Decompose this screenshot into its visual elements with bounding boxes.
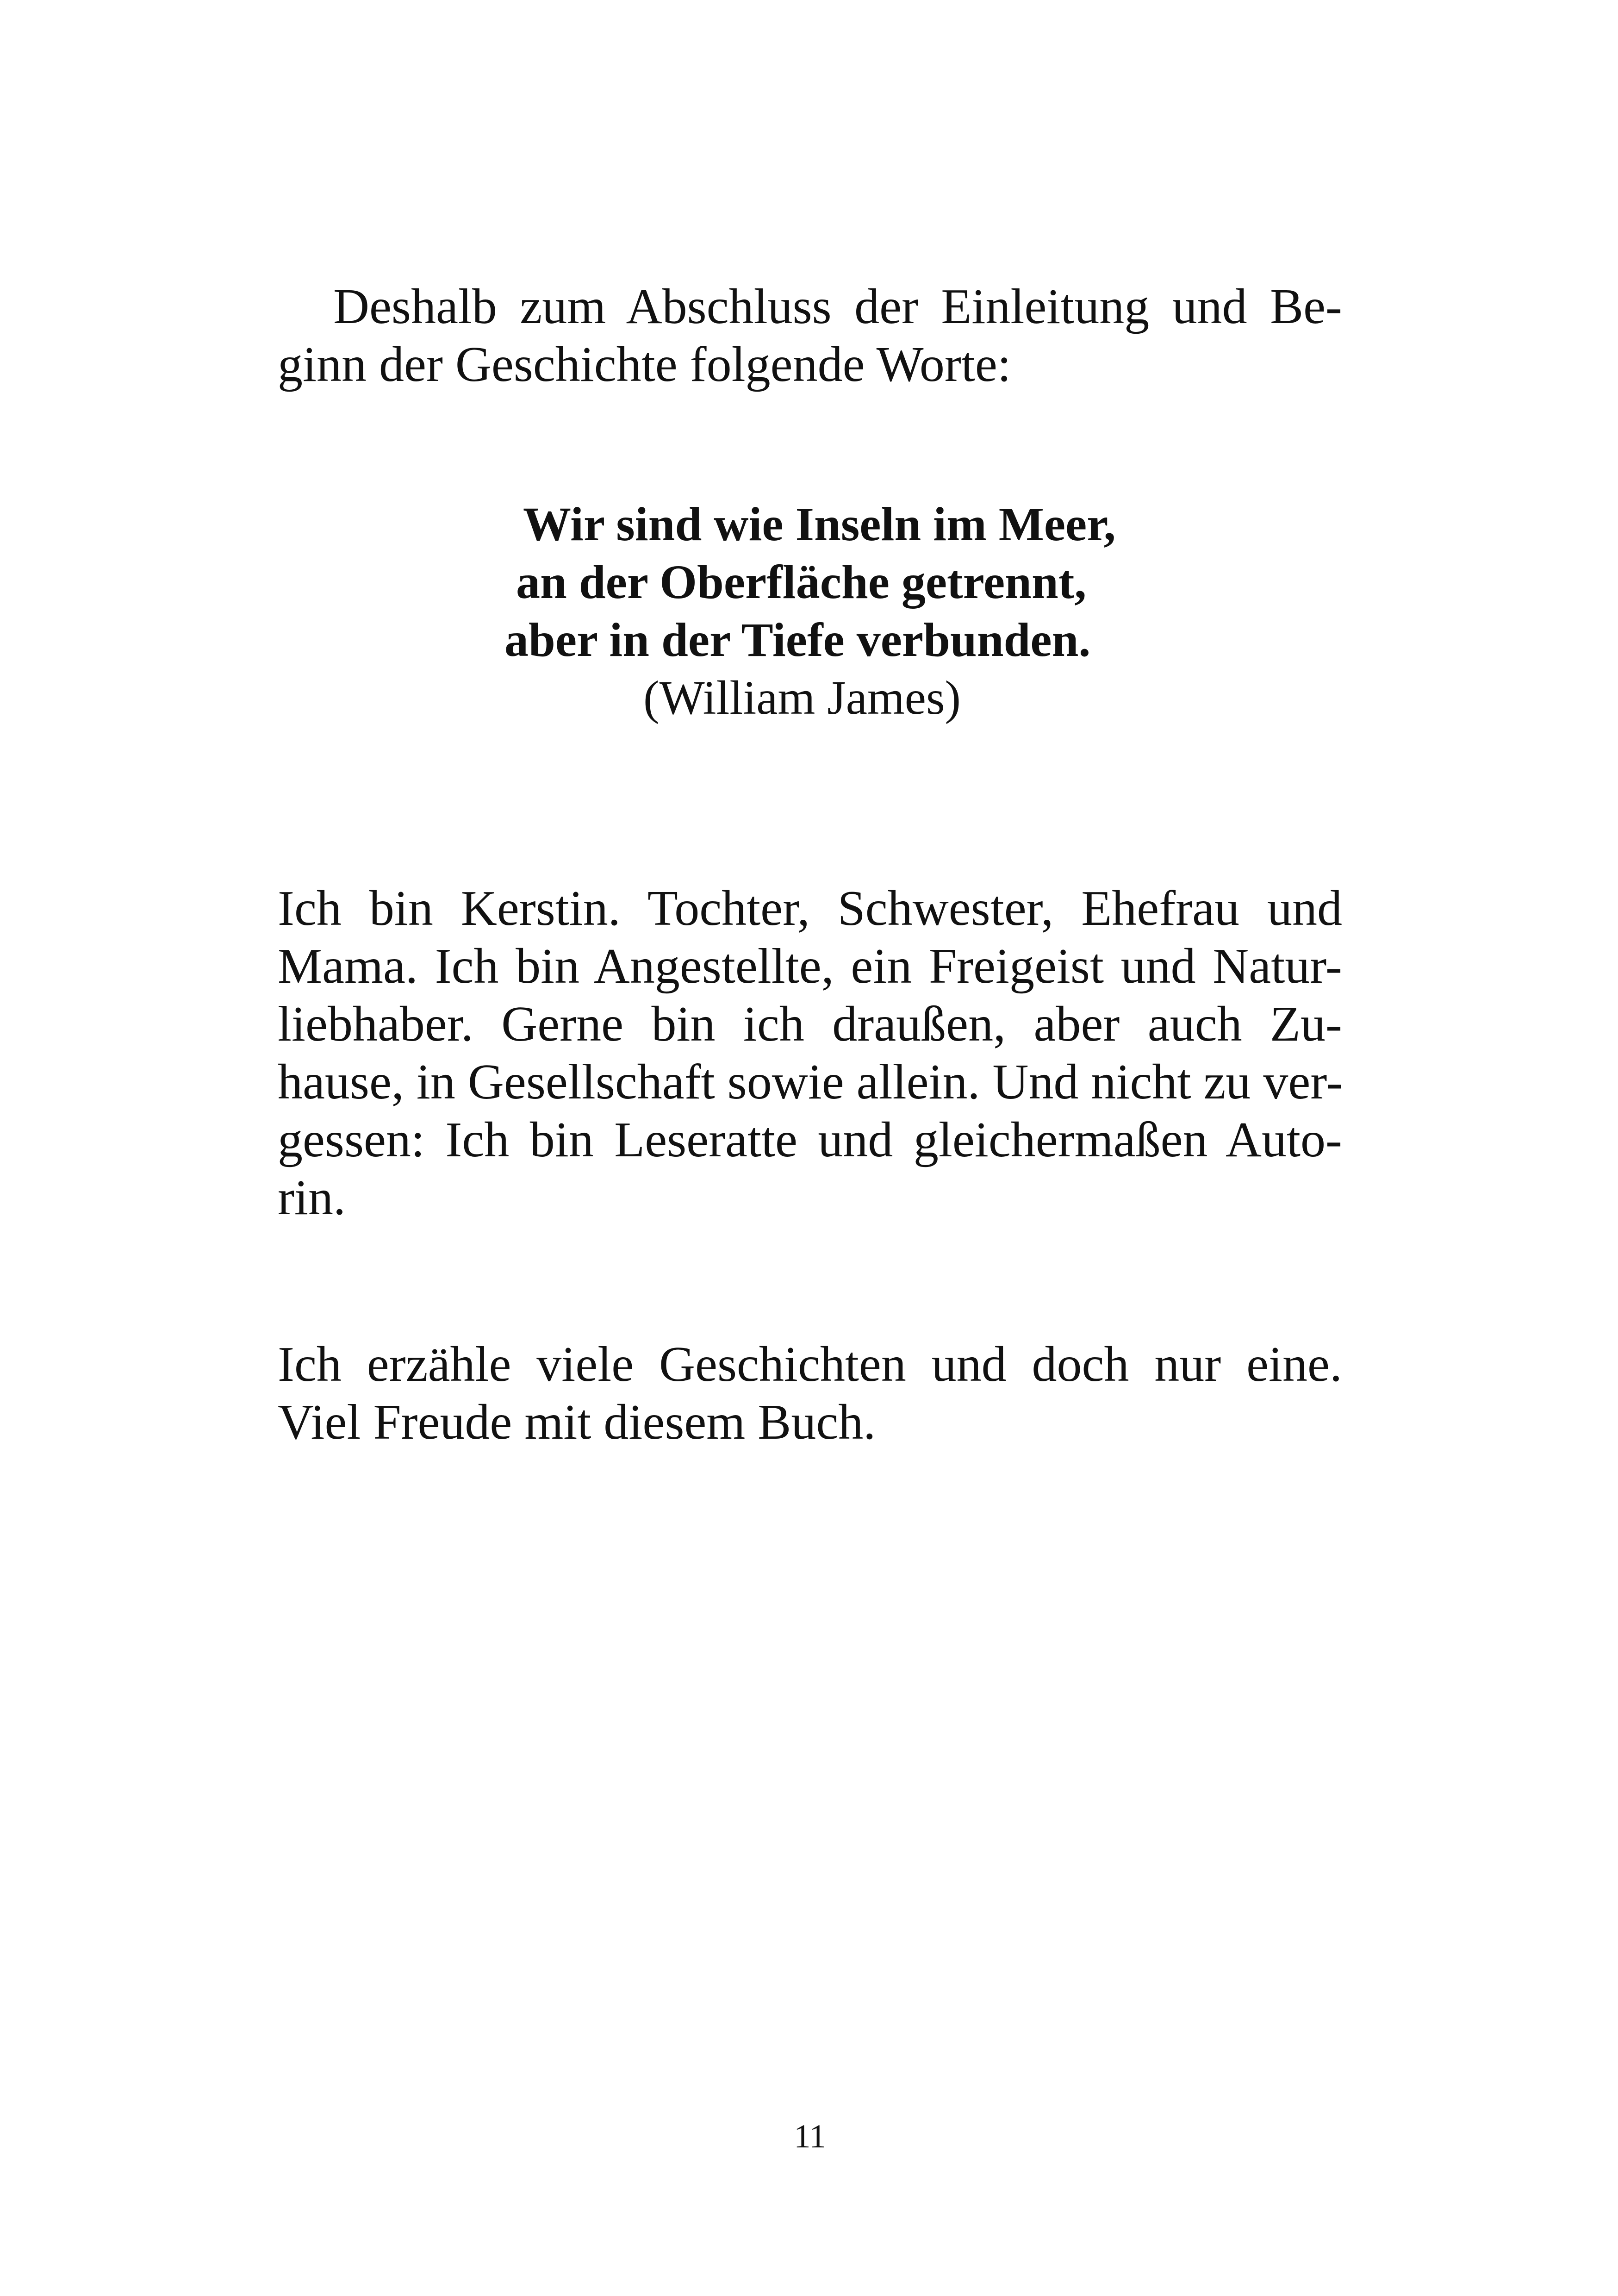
closing-line-2: Viel Freude mit diesem Buch.: [278, 1395, 876, 1450]
about-line-5: gessen: Ich bin Leseratte und gleichermaßen Auto-: [278, 1112, 1342, 1167]
quote-attribution: (William James): [643, 671, 961, 724]
quote-line-3: aber in der Tiefe verbunden.: [504, 613, 1091, 667]
about-line-6: rin.: [278, 1170, 346, 1225]
quote-line-2: an der Oberfläche getrennt,: [516, 555, 1087, 609]
about-line-2: Mama. Ich bin Angestellte, ein Freigeist und Natur-: [278, 939, 1342, 994]
about-line-4: hause, in Gesellschaft sowie allein. Und nicht zu ver-: [278, 1054, 1343, 1110]
page-number: 11: [794, 2118, 826, 2155]
quote-line-1: Wir sind wie Inseln im Meer,: [523, 498, 1116, 551]
closing-line-1: Ich erzähle viele Geschichten und doch nur eine.: [278, 1337, 1342, 1392]
about-line-3: liebhaber. Gerne bin ich draußen, aber auch Zu-: [278, 997, 1342, 1052]
intro-line-2: ginn der Geschichte folgende Worte:: [278, 337, 1011, 392]
about-line-1: Ich bin Kerstin. Tochter, Schwester, Ehefrau und: [278, 881, 1342, 936]
intro-line-1: Deshalb zum Abschluss der Einleitung und Be-: [333, 279, 1342, 334]
